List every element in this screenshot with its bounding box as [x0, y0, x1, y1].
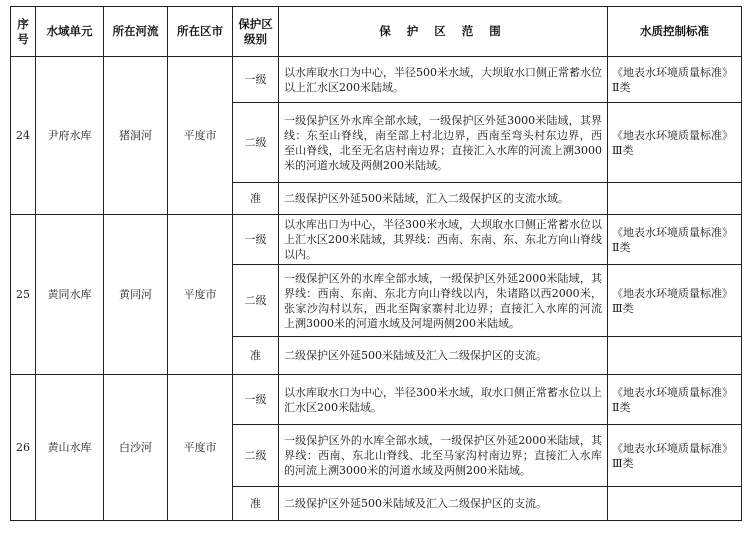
standard-cell: 《地表水环境质量标准》Ⅱ类: [608, 57, 742, 103]
scope-cell: 二级保护区外延500米陆域，汇入二级保护区的支流水域。: [279, 183, 608, 215]
scope-cell: 二级保护区外延500米陆域及汇入二级保护区的支流。: [279, 337, 608, 375]
header-scope: 保 护 区 范 围: [279, 7, 608, 57]
table-row: [11, 215, 742, 265]
standard-cell: [608, 337, 742, 375]
standard-cell: 《地表水环境质量标准》Ⅲ类: [608, 265, 742, 337]
standard-cell: [608, 183, 742, 215]
seq-cell: 24: [11, 57, 36, 215]
standard-cell: 《地表水环境质量标准》Ⅲ类: [608, 425, 742, 487]
header-city: 所在区市: [168, 7, 233, 57]
level-cell: 一级: [233, 215, 279, 265]
header-standard: 水质控制标准: [608, 7, 742, 57]
river-cell: 黄同河: [104, 215, 168, 375]
level-cell: 一级: [233, 375, 279, 425]
city-cell: 平度市: [168, 57, 233, 215]
seq-cell: 26: [11, 375, 36, 521]
level-cell: 一级: [233, 57, 279, 103]
level-cell: 二级: [233, 425, 279, 487]
level-cell: 准: [233, 487, 279, 521]
level-cell: 准: [233, 337, 279, 375]
standard-cell: 《地表水环境质量标准》Ⅲ类: [608, 103, 742, 183]
city-cell: 平度市: [168, 215, 233, 375]
scope-cell: 以水库取水口为中心，半径500米水域，大坝取水口侧正常蓄水位以上汇水区200米陆域。: [279, 57, 608, 103]
river-cell: 白沙河: [104, 375, 168, 521]
protection-zone-table: [10, 6, 742, 521]
scope-cell: 一级保护区外的水库全部水域，一级保护区外延2000米陆域，其界线：西南、东北山脊线、北至马家沟村南边界；直接汇入水库的河流上溯3000米的河道水域及两侧200米陆域。: [279, 425, 608, 487]
standard-cell: [608, 487, 742, 521]
scope-cell: 以水库取水口为中心，半径300米水域，取水口侧正常蓄水位以上汇水区200米陆域。: [279, 375, 608, 425]
unit-cell: 黄山水库: [36, 375, 104, 521]
scope-cell: 二级保护区外延500米陆域及汇入二级保护区的支流。: [279, 487, 608, 521]
standard-cell: 《地表水环境质量标准》Ⅱ类: [608, 375, 742, 425]
level-cell: 二级: [233, 265, 279, 337]
level-cell: 准: [233, 183, 279, 215]
header-river: 所在河流: [104, 7, 168, 57]
header-seq: 序号: [11, 7, 36, 57]
header-row: [11, 7, 742, 57]
seq-cell: 25: [11, 215, 36, 375]
header-unit: 水域单元: [36, 7, 104, 57]
scope-cell: 一级保护区外的水库全部水域，一级保护区外延2000米陆域，其界线：西南、东南、东北方向山脊线以内，朱诸路以西2000米，张家沙沟村以东，西北至陶家寨村北边界；直接汇入水库的河流上溯3000米的河道水域及河堤两侧200米陆域。: [279, 265, 608, 337]
header-level: 保护区级别: [233, 7, 279, 57]
table-row: [11, 375, 742, 425]
standard-cell: 《地表水环境质量标准》Ⅱ类: [608, 215, 742, 265]
level-cell: 二级: [233, 103, 279, 183]
unit-cell: 黄同水库: [36, 215, 104, 375]
scope-cell: 以水库出口为中心，半径300米水域，大坝取水口侧正常蓄水位以上汇水区200米陆域，其界线：西南、东南、东、东北方向山脊线以内。: [279, 215, 608, 265]
table-row: [11, 57, 742, 103]
scope-cell: 一级保护区外水库全部水域，一级保护区外延3000米陆域，其界线：东至山脊线，南至部上村北边界，西南至弯头村东边界，西至山脊线，北至无名店村南边界；直接汇入水库的河流上溯3000米的河道水域及两侧200米陆域。: [279, 103, 608, 183]
river-cell: 猪洞河: [104, 57, 168, 215]
unit-cell: 尹府水库: [36, 57, 104, 215]
city-cell: 平度市: [168, 375, 233, 521]
